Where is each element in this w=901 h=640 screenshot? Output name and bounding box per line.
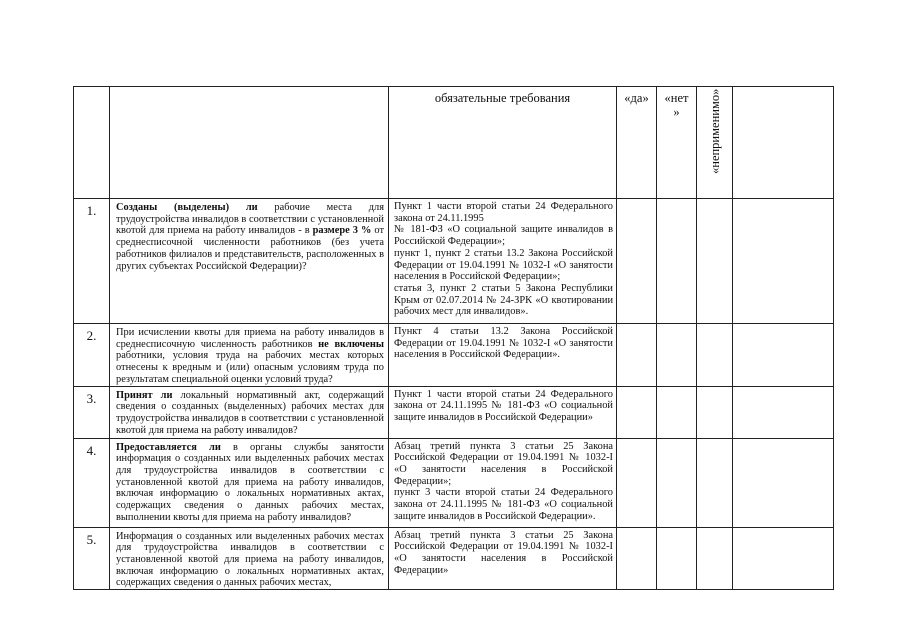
legal-basis-text: Пункт 1 части второй статьи 24 Федерального закона от 24.11.1995 № 181-ФЗ «О социальной защите инвалидов в Российской Федерации» — [394, 388, 613, 423]
question-emphasis: не включены — [318, 338, 384, 350]
notes-cell — [733, 199, 834, 324]
question-text — [110, 439, 388, 524]
row-number: 3. — [74, 386, 110, 438]
question-emphasis: Принят ли — [116, 389, 173, 401]
question-fragment: в органы службы занятости информация о созданных или выделенных рабочих местах для трудоустройства инвалидов в соответствии с установленной квотой для приема на работу инвалидов, включая информацию о локальных нормативных актах, содержащих сведения о данных рабочих местах, выполнении квоты для приема на работу инвалидов? — [116, 441, 384, 523]
legal-basis-text: пункт 3 части второй статьи 24 Федерального закона от 24.11.1995 № 181-ФЗ «О социальной защите инвалидов в Российской Федерации». — [394, 487, 613, 522]
checklist-table — [73, 86, 834, 590]
answer-no-cell — [657, 527, 697, 590]
table-row — [74, 438, 834, 527]
question-text — [110, 528, 388, 590]
question-emphasis: размере 3 % — [312, 225, 372, 237]
table-row — [74, 386, 834, 438]
answer-yes-cell — [617, 386, 657, 438]
header-na-label: «неприменимо» — [707, 88, 722, 174]
question-fragment: работники, условия труда на рабочих местах которых отнесены к вредным и (или) опасным условиям труда по результатам специальной оценки условий труда? — [116, 350, 384, 385]
header-no-cell — [657, 87, 697, 199]
answer-na-cell — [697, 324, 733, 387]
row-number: 2. — [74, 324, 110, 387]
legal-basis-text: статья 3, пункт 2 статьи 5 Закона Республики Крым от 02.07.2014 № 24-ЗРК «О квотировании рабочих мест для инвалидов». — [394, 282, 613, 318]
question-cell — [110, 386, 389, 438]
legal-basis-text: Пункт 4 статьи 13.2 Закона Российской Федерации от 19.04.1991 № 1032-I «О занятости населения в Российской Федерации». — [394, 326, 613, 361]
answer-na-cell — [697, 386, 733, 438]
question-fragment: Информация о созданных или выделенных рабочих местах для трудоустройства инвалидов в соответствии с установленной квотой для приема на работу инвалидов, включая информацию о локальных нормативных актах, содержащих сведения о данных рабочих местах, — [116, 530, 384, 589]
legal-basis-cell — [389, 324, 617, 387]
answer-na-cell — [697, 527, 733, 590]
question-fragment: от среднесписочной численности работников (без учета работников филиалов и представительств, расположенных в других субъектах Российской Федерации)? — [116, 225, 385, 272]
header-yes-cell — [617, 87, 657, 199]
question-text — [110, 387, 388, 437]
question-fragment: рабочие места для трудоустройства инвалидов в соответствии с установленной квотой для приема на работу инвалидов - в — [116, 202, 384, 237]
legal-basis-text: пункт 1, пункт 2 статьи 13.2 Закона Российской Федерации от 19.04.1991 № 1032-I «О занятости населения в Российской Федерации»; — [394, 247, 613, 283]
table-row — [74, 324, 834, 387]
question-text — [110, 199, 388, 272]
legal-basis-cell — [389, 527, 617, 590]
row-number: 1. — [74, 199, 110, 324]
answer-no-cell — [657, 199, 697, 324]
header-no-line2: » — [673, 105, 680, 119]
header-requirements-label: обязательные требования — [434, 91, 571, 105]
header-row — [74, 87, 834, 199]
answer-yes-cell — [617, 527, 657, 590]
answer-yes-cell — [617, 324, 657, 387]
notes-cell — [733, 324, 834, 387]
notes-cell — [733, 438, 834, 527]
legal-basis-text: № 181-ФЗ «О социальной защите инвалидов в Российской Федерации»; — [394, 224, 613, 248]
question-emphasis: Созданы (выделены) ли — [116, 202, 258, 213]
legal-basis-text: Абзац третий пункта 3 статьи 25 Закона Российской Федерации от 19.04.1991 № 1032-I «О занятости населения в Российской Федерации» — [394, 529, 613, 576]
question-cell — [110, 324, 389, 387]
legal-basis-text: Абзац третий пункта 3 статьи 25 Закона Российской Федерации от 19.04.1991 № 1032-I «О занятости населения в Российской Федерации»; — [394, 440, 613, 487]
legal-basis-cell — [389, 438, 617, 527]
question-cell — [110, 199, 389, 324]
notes-cell — [733, 527, 834, 590]
legal-basis-cell — [389, 386, 617, 438]
table-row — [74, 199, 834, 324]
answer-no-cell — [657, 386, 697, 438]
question-cell — [110, 527, 389, 590]
answer-yes-cell — [617, 438, 657, 527]
header-na-cell — [697, 87, 733, 199]
question-text — [110, 324, 388, 386]
row-number: 5. — [74, 527, 110, 590]
question-emphasis: Предоставляется ли — [116, 441, 221, 453]
question-fragment: локальный нормативный акт, содержащий сведения о созданных (выделенных) рабочих местах для трудоустройства инвалидов в соответствии с установленной квотой для приема на работу инвалидов? — [116, 389, 384, 436]
answer-na-cell — [697, 438, 733, 527]
header-requirements-cell — [389, 87, 617, 199]
notes-cell — [733, 386, 834, 438]
header-no-label — [657, 87, 696, 119]
answer-na-cell — [697, 199, 733, 324]
header-no-line1: «нет — [664, 91, 689, 105]
legal-basis-text: Пункт 1 части второй статьи 24 Федерального закона от 24.11.1995 — [394, 201, 613, 224]
header-question-cell — [110, 87, 389, 199]
question-cell — [110, 438, 389, 527]
table-row — [74, 527, 834, 590]
legal-basis-cell — [389, 199, 617, 324]
answer-yes-cell — [617, 199, 657, 324]
header-yes-label: «да» — [624, 91, 649, 105]
answer-no-cell — [657, 438, 697, 527]
question-fragment: При исчислении квоты для приема на работу инвалидов в среднесписочную численность работников — [116, 327, 384, 350]
header-num-cell — [74, 87, 110, 199]
header-notes-cell — [733, 87, 834, 199]
answer-no-cell — [657, 324, 697, 387]
row-number: 4. — [74, 438, 110, 527]
